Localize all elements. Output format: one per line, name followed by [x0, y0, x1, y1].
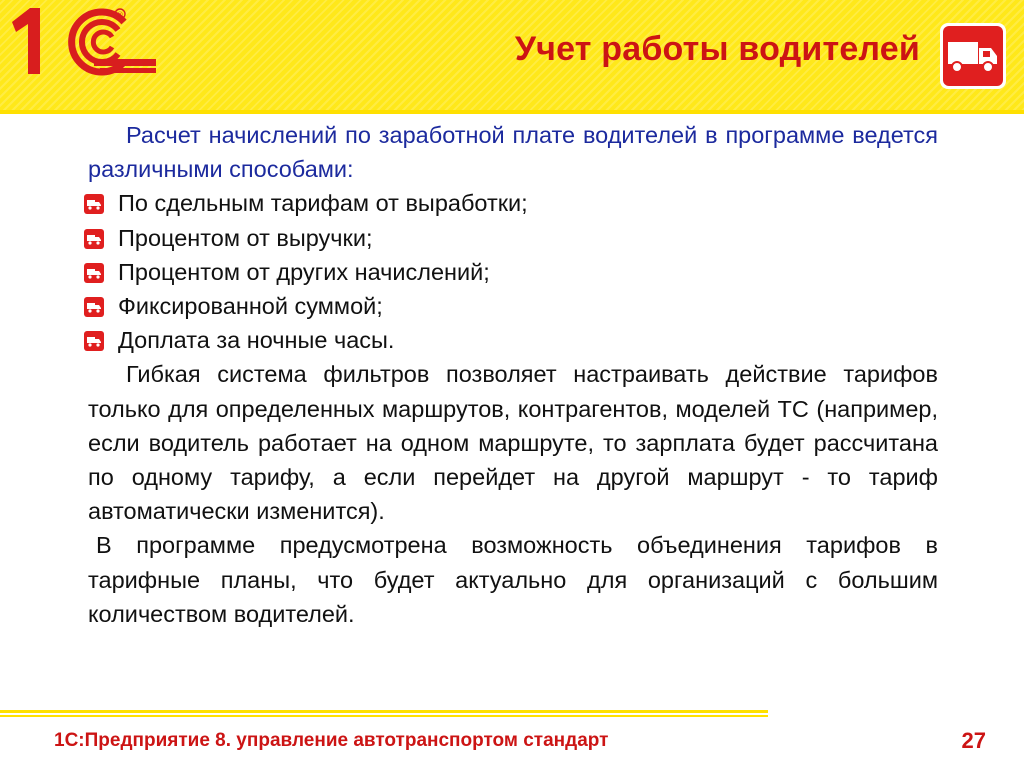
footer-divider: [0, 710, 768, 713]
tariff-plans-paragraph: В программе предусмотрена возможность объединения тарифов в тарифные планы, что будет актуально для организаций с большим количеством водителей.: [88, 532, 938, 627]
header-divider: [0, 110, 1024, 114]
1c-logo: [6, 2, 158, 82]
list-item: [88, 255, 938, 289]
list-item-label: По сдельным тарифам от выработки;: [118, 190, 528, 217]
list-item: [88, 289, 938, 323]
truck-bullet-icon: [84, 263, 104, 283]
slide-body: [88, 118, 938, 631]
product-name: 1С:Предприятие 8. управление автотранспортом стандарт: [54, 730, 609, 751]
list-item: [88, 221, 938, 255]
list-item: [88, 323, 938, 357]
payment-methods-list: [88, 186, 938, 357]
truck-icon: [939, 22, 1007, 90]
filters-paragraph: Гибкая система фильтров позволяет настраивать действие тарифов только для определенных маршрутов, контрагентов, моделей ТС (например, если водитель работает на одном маршруте, то зарплата будет рассчитана по одному тарифу, а если перейдет на другой маршрут - то тариф автоматически изменится).: [88, 361, 938, 525]
footer-divider-secondary: [0, 715, 768, 717]
truck-bullet-icon: [84, 229, 104, 249]
page-number: 27: [961, 728, 986, 753]
intro-paragraph: Расчет начислений по заработной плате водителей в программе ведется различными способами:: [88, 122, 938, 183]
truck-bullet-icon: [84, 297, 104, 317]
list-item: [88, 186, 938, 220]
list-item-label: Процентом от других начислений;: [118, 258, 490, 285]
list-item-label: Доплата за ночные часы.: [118, 327, 395, 354]
page-title: Учет работы водителей: [514, 30, 920, 68]
list-item-label: Фиксированной суммой;: [118, 293, 383, 320]
svg-text:®: ®: [116, 11, 124, 19]
truck-bullet-icon: [84, 194, 104, 214]
list-item-label: Процентом от выручки;: [118, 224, 373, 251]
truck-bullet-icon: [84, 331, 104, 351]
